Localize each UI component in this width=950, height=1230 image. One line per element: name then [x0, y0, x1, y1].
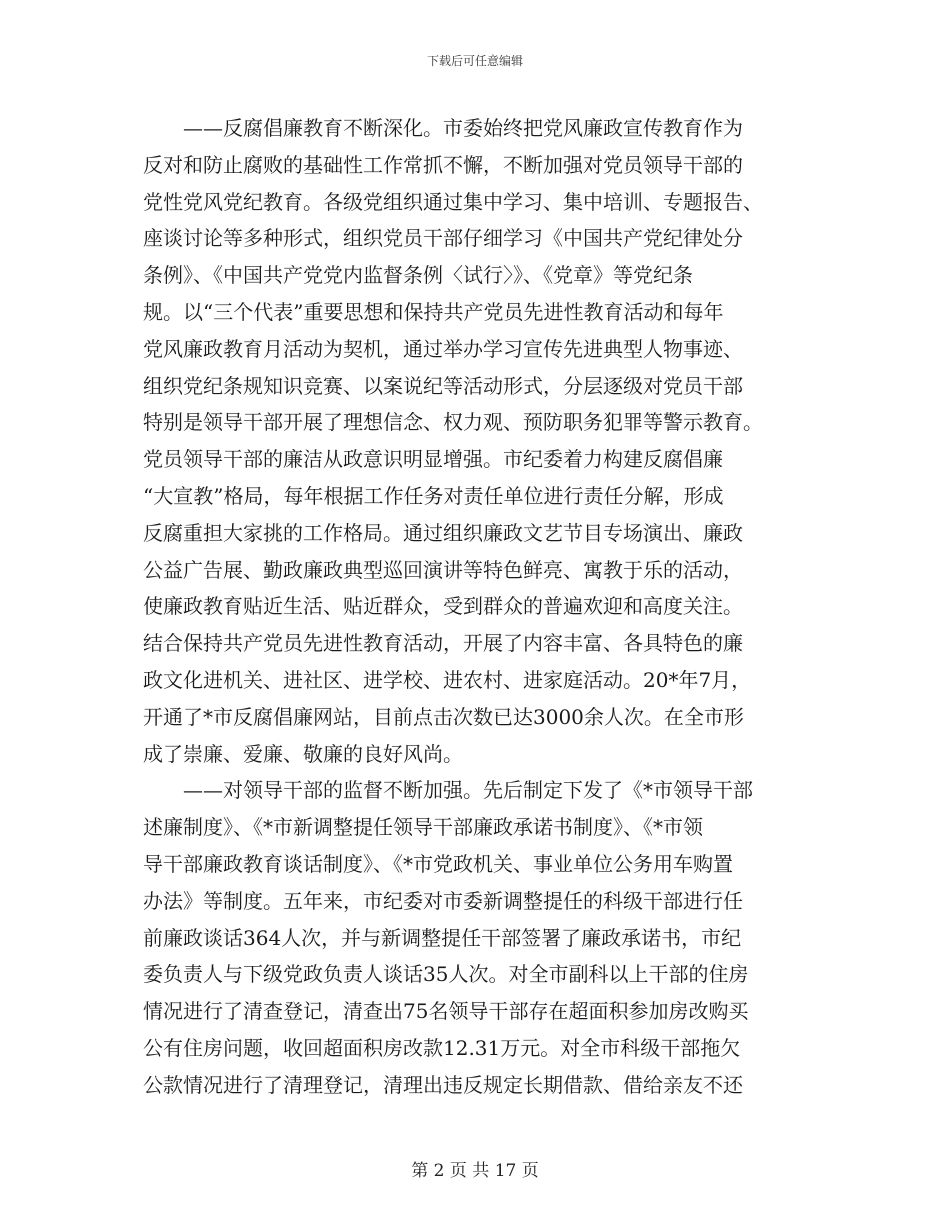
- text-line: 反对和防止腐败的基础性工作常抓不懈，不断加强对党员领导干部的: [143, 152, 743, 177]
- text-line: 特别是领导干部开展了理想信念、权力观、预防职务犯罪等警示教育。: [143, 410, 763, 435]
- text-line: 开通了*市反腐倡廉网站，目前点击次数已达3000余人次。在全市形: [143, 704, 744, 729]
- page-header: 下载后可任意编辑: [426, 54, 523, 68]
- document-body: [143, 110, 809, 1104]
- text-line: 政文化进机关、进社区、进学校、进农村、进家庭活动。20*年7月，: [143, 667, 752, 692]
- text-line: 组织党纪条规知识竞赛、以案说纪等活动形式，分层逐级对党员干部: [143, 373, 743, 398]
- text-line: 党员领导干部的廉洁从政意识明显增强。市纪委着力构建反腐倡廉: [143, 447, 723, 472]
- text-line: 党风廉政教育月活动为契机，通过举办学习宣传先进典型人物事迹、: [143, 336, 743, 361]
- text-line: 座谈讨论等多种形式，组织党员干部仔细学习《中国共产党纪律处分: [143, 226, 743, 251]
- text-line: 导干部廉政教育谈话制度》、《*市党政机关、事业单位公务用车购置: [143, 851, 733, 876]
- text-line: ——对领导干部的监督不断加强。先后制定下发了《*市领导干部: [183, 778, 753, 803]
- text-line: 述廉制度》、《*市新调整提任领导干部廉政承诺书制度》、《*市领: [143, 815, 703, 840]
- text-line: 成了崇廉、爱廉、敬廉的良好风尚。: [143, 741, 463, 766]
- text-line: 办法》等制度。五年来，市纪委对市委新调整提任的科级干部进行任: [143, 888, 743, 913]
- text-line: 公款情况进行了清理登记，清理出违反规定长期借款、借给亲友不还: [143, 1072, 743, 1097]
- text-line: 结合保持共产党员先进性教育活动，开展了内容丰富、各具特色的廉: [143, 631, 743, 656]
- page-footer: 第 2 页 共 17 页: [411, 1161, 539, 1181]
- text-line: 使廉政教育贴近生活、贴近群众，受到群众的普遍欢迎和高度关注。: [143, 594, 743, 619]
- text-line: 条例》、《中国共产党党内监督条例〈试行〉》、《党章》等党纪条: [143, 263, 693, 288]
- text-line: 公益广告展、勤政廉政典型巡回演讲等特色鲜亮、寓教于乐的活动，: [143, 557, 743, 582]
- text-line: 党性党风党纪教育。各级党组织通过集中学习、集中培训、专题报告、: [143, 189, 763, 214]
- text-line: 公有住房问题，收回超面积房改款12.31万元。对全市科级干部拖欠: [143, 1035, 741, 1060]
- text-line: ——反腐倡廉教育不断深化。市委始终把党风廉政宣传教育作为: [183, 116, 743, 140]
- text-line: 规。以“三个代表”重要思想和保持共产党员先进性教育活动和每年: [143, 299, 724, 324]
- text-line: 反腐重担大家挑的工作格局。通过组织廉政文艺节目专场演出、廉政: [143, 520, 743, 545]
- text-line: 委负责人与下级党政负责人谈话35人次。对全市副科以上干部的住房: [143, 962, 749, 987]
- text-line: 前廉政谈话364人次，并与新调整提任干部签署了廉政承诺书，市纪: [143, 925, 742, 950]
- text-line: 情况进行了清查登记，清查出75名领导干部存在超面积参加房改购买: [143, 999, 749, 1024]
- text-line: “大宣教”格局，每年根据工作任务对责任单位进行责任分解，形成: [143, 483, 724, 508]
